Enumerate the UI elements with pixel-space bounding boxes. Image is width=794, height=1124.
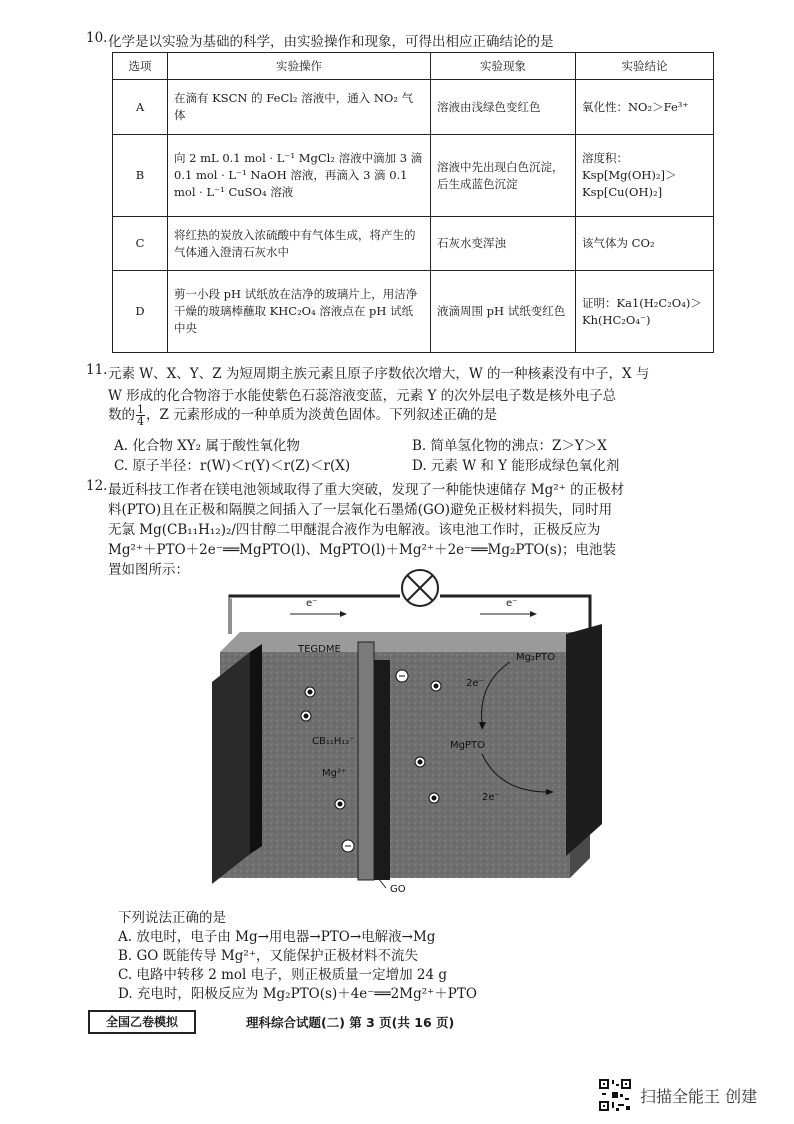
q12-line5: 置如图所示： — [108, 562, 189, 578]
header-conclusion: 实验结论 — [576, 53, 714, 80]
electron-left-label: e⁻ — [306, 598, 318, 609]
table-row — [113, 217, 714, 271]
q11-line3 — [108, 402, 497, 428]
separator — [358, 642, 374, 880]
scanner-watermark: 扫描全能王 创建 — [640, 1087, 758, 1106]
q11-fraction — [136, 404, 145, 427]
q12-prompt: 下列说法正确的是 — [118, 910, 226, 926]
two-electron-top-label: 2e⁻ — [466, 678, 484, 689]
electrolyte — [220, 652, 570, 878]
go-layer — [374, 660, 390, 880]
q11-line3-pre: 数的 — [108, 407, 135, 423]
row-phenomenon: 溶液由浅绿色变红色 — [431, 80, 576, 135]
q11-number: 11. — [86, 362, 108, 378]
cell-top — [220, 632, 590, 652]
q10-number: 10. — [86, 30, 108, 46]
header-phenomenon: 实验现象 — [431, 53, 576, 80]
mgpto-label: MgPTO — [450, 740, 485, 751]
row-conclusion: 证明：Ka1(H₂C₂O₄)＞Kh(HC₂O₄⁻) — [576, 271, 714, 353]
row-operation: 向 2 mL 0.1 mol · L⁻¹ MgCl₂ 溶液中滴加 3 滴 0.1 mol · L⁻¹ NaOH 溶液，再滴入 3 滴 0.1 mol · L⁻¹ CuSO₄ 溶液 — [168, 135, 431, 217]
q11-line1: 元素 W、X、Y、Z 为短周期主族元素且原子序数依次增大，W 的一种核素没有中子，X 与 — [108, 366, 650, 382]
q11-option-b: B. 简单氢化物的沸点：Z＞Y＞X — [412, 438, 607, 454]
exam-badge: 全国乙卷模拟 — [88, 1010, 196, 1034]
row-conclusion: 该气体为 CO₂ — [576, 217, 714, 271]
header-operation: 实验操作 — [168, 53, 431, 80]
mg2pto-label: Mg₂PTO — [516, 652, 555, 663]
table-header-row — [113, 53, 714, 80]
row-phenomenon: 石灰水变浑浊 — [431, 217, 576, 271]
q11-option-c: C. 原子半径：r(W)＜r(Y)＜r(Z)＜r(X) — [114, 458, 351, 474]
fraction-denominator: 4 — [137, 415, 144, 428]
q12-line4: Mg²⁺＋PTO＋2e⁻══MgPTO(l)、MgPTO(l)＋Mg²⁺＋2e⁻══Mg₂PTO(s)；电池装 — [108, 542, 617, 558]
row-phenomenon: 溶液中先出现白色沉淀，后生成蓝色沉淀 — [431, 135, 576, 217]
battery-diagram — [210, 564, 620, 894]
q12-line2: 料(PTO)且在正极和隔膜之间插入了一层氧化石墨烯(GO)避免正极材料损失，同时用 — [108, 502, 613, 518]
q11-line3-post: ，Z 元素形成的一种单质为淡黄色固体。下列叙述正确的是 — [146, 407, 498, 423]
q11-line2: W 形成的化合物溶于水能使紫色石蕊溶液变蓝，元素 Y 的次外层电子数是核外电子总 — [108, 388, 617, 404]
two-electron-bottom-label: 2e⁻ — [482, 792, 500, 803]
row-phenomenon: 液滴周围 pH 试纸变红色 — [431, 271, 576, 353]
table-row — [113, 271, 714, 353]
row-operation: 剪一小段 pH 试纸放在洁净的玻璃片上，用洁净干燥的玻璃棒蘸取 KHC₂O₄ 溶液点在 pH 试纸中央 — [168, 271, 431, 353]
q10-table — [112, 52, 714, 353]
qr-code-icon — [598, 1078, 632, 1112]
q12-number: 12. — [86, 478, 108, 494]
q12-option-c: C. 电路中转移 2 mol 电子，则正极质量一定增加 24 g — [118, 967, 448, 983]
q12-option-d: D. 充电时，阳极反应为 Mg₂PTO(s)＋4e⁻══2Mg²⁺＋PTO — [118, 986, 477, 1002]
q12-line1: 最近科技工作者在镁电池领域取得了重大突破，发现了一种能快速储存 Mg²⁺ 的正极材 — [108, 482, 625, 498]
mg-ion-label: Mg²⁺ — [322, 768, 347, 779]
tegdme-label: TEGDME — [298, 644, 341, 655]
row-option: B — [113, 135, 168, 217]
q12-line3: 无氯 Mg(CB₁₁H₁₂)₂/四甘醇二甲醚混合液作为电解液。该电池工作时，正极反应为 — [108, 522, 601, 538]
cb-anion-label: CB₁₁H₁₂⁻ — [312, 736, 355, 747]
row-option: A — [113, 80, 168, 135]
row-operation: 在滴有 KSCN 的 FeCl₂ 溶液中，通入 NO₂ 气体 — [168, 80, 431, 135]
q12-option-a: A. 放电时，电子由 Mg→用电器→PTO→电解液→Mg — [118, 929, 436, 945]
lamp-icon — [402, 570, 438, 606]
row-option: C — [113, 217, 168, 271]
row-operation: 将红热的炭放入浓硫酸中有气体生成，将产生的气体通入澄清石灰水中 — [168, 217, 431, 271]
row-conclusion: 氧化性：NO₂＞Fe³⁺ — [576, 80, 714, 135]
q11-option-a: A. 化合物 XY₂ 属于酸性氧化物 — [114, 438, 300, 454]
q11-option-d: D. 元素 W 和 Y 能形成绿色氧化剂 — [412, 458, 620, 474]
electron-right-label: e⁻ — [506, 598, 518, 609]
table-row — [113, 135, 714, 217]
fraction-numerator: 1 — [137, 403, 144, 416]
q10-stem: 化学是以实验为基础的科学，由实验操作和现象，可得出相应正确结论的是 — [108, 34, 554, 50]
table-row — [113, 80, 714, 135]
row-option: D — [113, 271, 168, 353]
mg-anode — [212, 652, 250, 884]
pto-cathode — [566, 624, 602, 856]
page-footer: 理科综合试题(二) 第 3 页(共 16 页) — [246, 1015, 455, 1030]
header-option: 选项 — [113, 53, 168, 80]
row-conclusion: 溶度积：Ksp[Mg(OH)₂]＞Ksp[Cu(OH)₂] — [576, 135, 714, 217]
go-label: GO — [390, 884, 406, 894]
q12-option-b: B. GO 既能传导 Mg²⁺，又能保护正极材料不流失 — [118, 948, 418, 964]
